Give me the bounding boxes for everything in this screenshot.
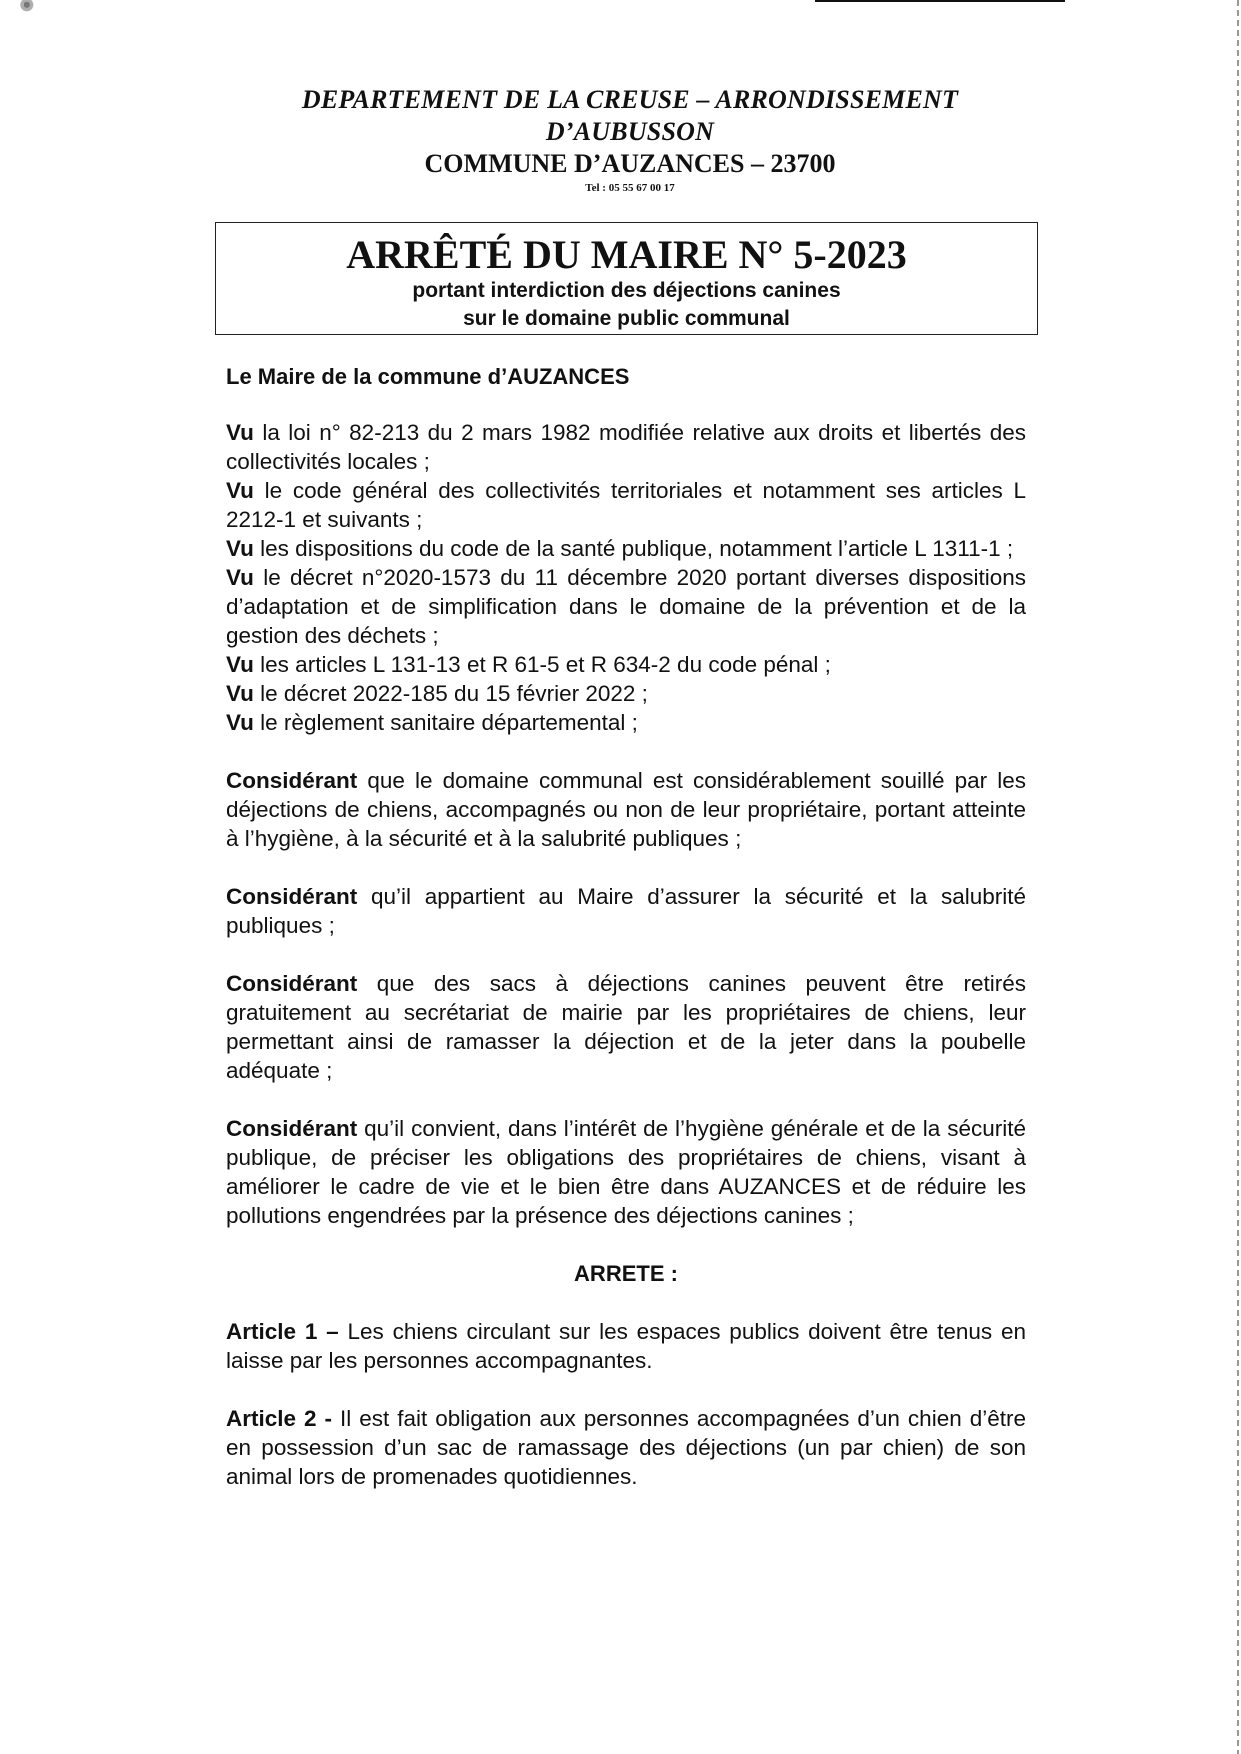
article-text: Il est fait obligation aux personnes accompagnées d’un chien d’être en possession d’un sac de ramassage des déjections (un par chien) de son animal lors de promenades quotidiennes.	[226, 1406, 1026, 1489]
vu-text: le décret n°2020-1573 du 11 décembre 2020 portant diverses dispositions d’adaptation et de simplification dans le domaine de la prévention et de la gestion des déchets ;	[226, 565, 1026, 648]
article-1	[226, 1317, 1026, 1375]
vu-item	[226, 679, 1026, 708]
article-lead: Article 2 -	[226, 1406, 332, 1431]
vu-item	[226, 708, 1026, 737]
considerant-text: qu’il convient, dans l’intérêt de l’hygiène générale et de la sécurité publique, de préciser les obligations des propriétaires de chiens, visant à améliorer le cadre de vie et le bien être dans AUZANCES et de réduire les pollutions engendrées par la présence des déjections canines ;	[226, 1116, 1026, 1228]
considerant-text: que des sacs à déjections canines peuvent être retirés gratuitement au secrétariat de mairie par les propriétaires de chiens, leur permettant ainsi de ramasser la déjection et de la jeter dans la poubelle adéquate ;	[226, 971, 1026, 1083]
article-text: Les chiens circulant sur les espaces publics doivent être tenus en laisse par les personnes accompagnantes.	[226, 1319, 1026, 1373]
telephone: Tel : 05 55 67 00 17	[585, 182, 675, 194]
considerant-text: que le domaine communal est considérablement souillé par les déjections de chiens, accompagnés ou non de leur propriétaire, portant atteinte à l’hygiène, à la sécurité et à la salubrité publiques ;	[226, 768, 1026, 851]
decree-subtitle-line-1: portant interdiction des déjections canines	[412, 279, 841, 302]
vu-lead: Vu	[226, 478, 254, 503]
document-header	[230, 84, 1030, 195]
considerant-item	[226, 766, 1026, 853]
article-lead: Article 1 –	[226, 1319, 339, 1344]
vu-lead: Vu	[226, 420, 254, 445]
spacer	[226, 737, 1026, 766]
vu-text: les dispositions du code de la santé publique, notamment l’article L 1311-1 ;	[253, 536, 1014, 561]
vu-lead: Vu	[226, 652, 254, 677]
considerant-item	[226, 882, 1026, 940]
vu-lead: Vu	[226, 681, 254, 706]
vu-text: les articles L 131-13 et R 61-5 et R 634-2 du code pénal ;	[253, 652, 831, 677]
vu-item	[226, 418, 1026, 476]
decree-subtitle-line-2: sur le domaine public communal	[463, 307, 790, 330]
scan-artifact	[18, 0, 40, 12]
considerant-lead: Considérant	[226, 971, 358, 996]
considerant-lead: Considérant	[226, 768, 358, 793]
arrete-heading: ARRETE :	[574, 1261, 678, 1286]
vu-item	[226, 650, 1026, 679]
vu-text: le règlement sanitaire départemental ;	[253, 710, 638, 735]
considerant-item	[226, 1114, 1026, 1230]
scan-top-rule	[815, 0, 1065, 2]
department-line-1: DEPARTEMENT DE LA CREUSE – ARRONDISSEMENT	[301, 85, 959, 114]
vu-text: le code général des collectivités territoriales et notamment ses articles L 2212-1 et suivants ;	[226, 478, 1026, 532]
considerant-lead: Considérant	[226, 1116, 358, 1141]
mayor-intro: Le Maire de la commune d’AUZANCES	[226, 364, 630, 389]
title-box	[215, 222, 1038, 335]
vu-lead: Vu	[226, 565, 254, 590]
vu-lead: Vu	[226, 536, 254, 561]
vu-text: la loi n° 82-213 du 2 mars 1982 modifiée relative aux droits et libertés des collectivités locales ;	[226, 420, 1026, 474]
considerant-lead: Considérant	[226, 884, 358, 909]
commune-name: COMMUNE D’AUZANCES – 23700	[424, 149, 836, 178]
vu-item	[226, 476, 1026, 534]
scan-right-edge	[1237, 0, 1239, 1754]
department-line-2: D’AUBUSSON	[545, 117, 715, 146]
decree-title: ARRÊTÉ DU MAIRE N° 5-2023	[346, 232, 907, 277]
vu-item	[226, 534, 1026, 563]
article-2	[226, 1404, 1026, 1491]
vu-item	[226, 563, 1026, 650]
considerant-item	[226, 969, 1026, 1085]
vu-text: le décret 2022-185 du 15 février 2022 ;	[253, 681, 648, 706]
vu-list	[226, 418, 1026, 737]
vu-lead: Vu	[226, 710, 254, 735]
document-body	[226, 362, 1026, 1520]
considerant-text: qu’il appartient au Maire d’assurer la sécurité et la salubrité publiques ;	[226, 884, 1026, 938]
